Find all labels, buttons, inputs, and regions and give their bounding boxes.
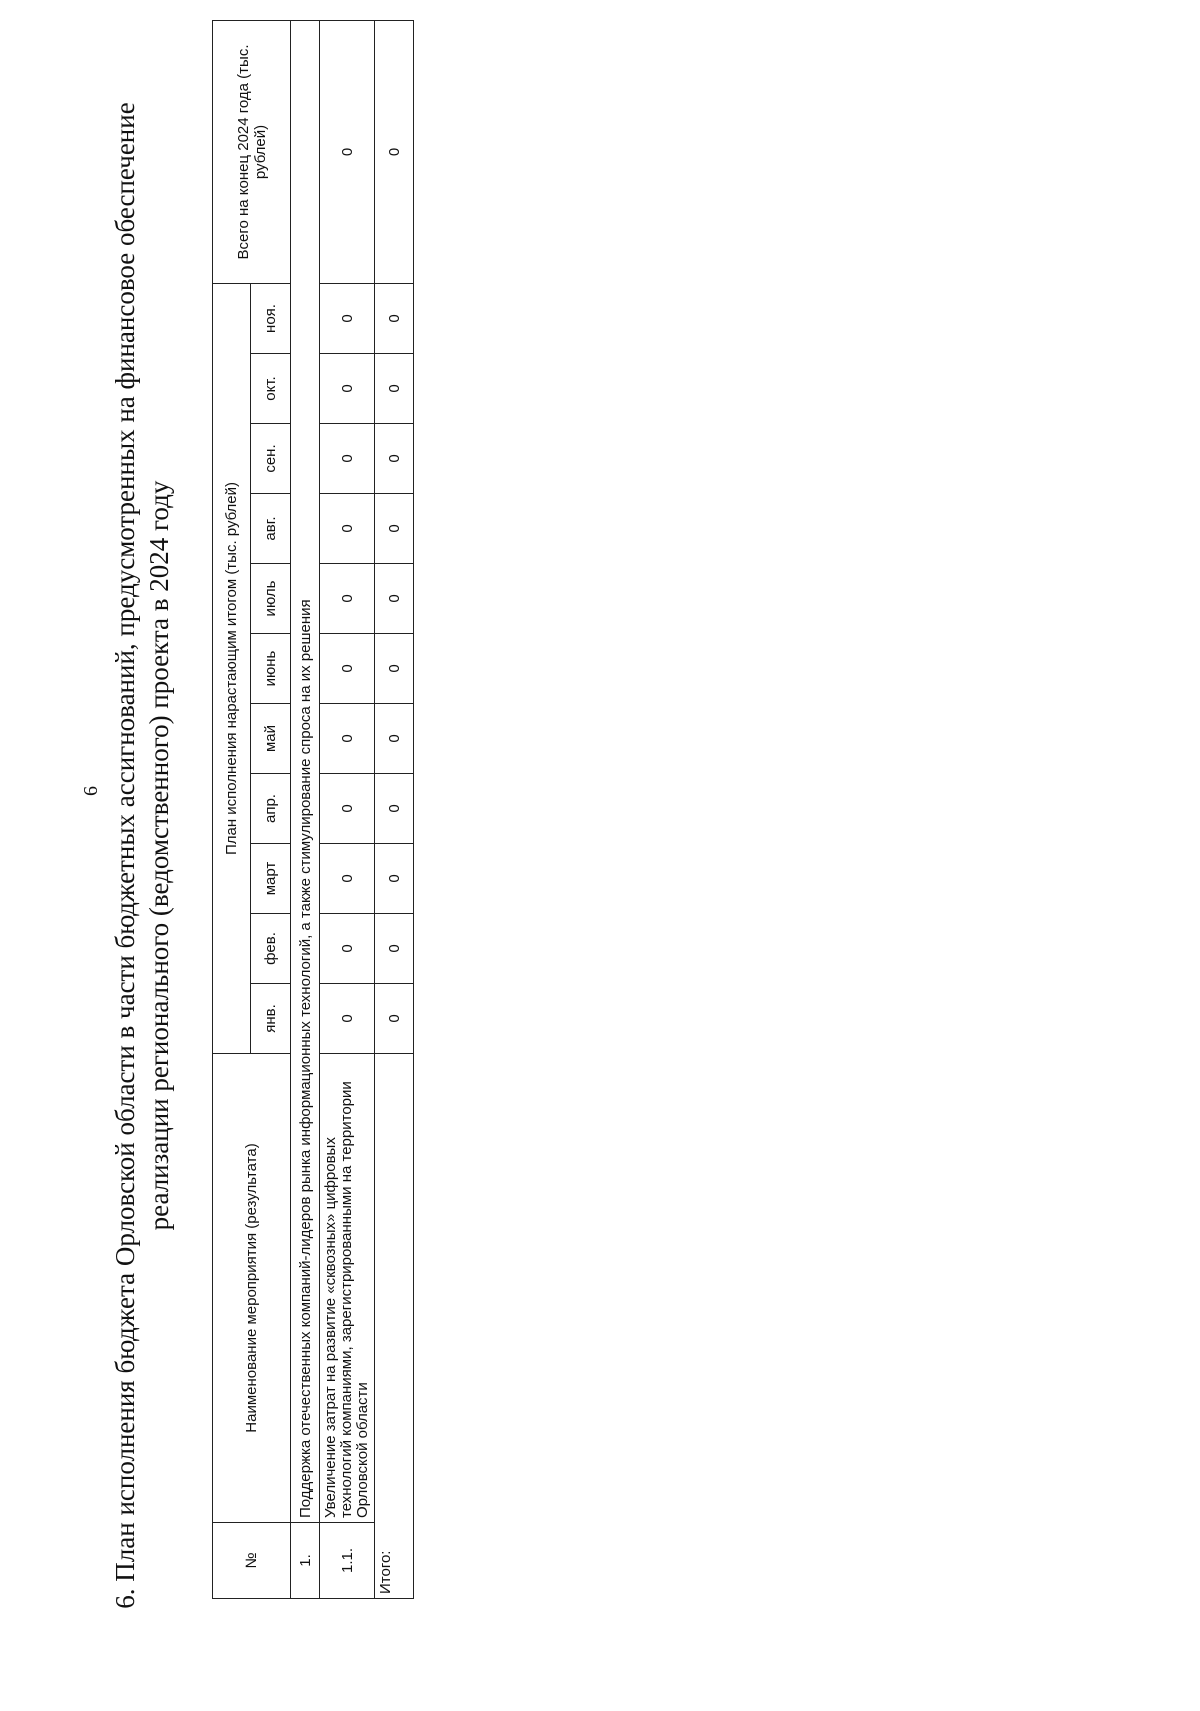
month-header: апр. — [251, 774, 291, 844]
month-value: 0 — [320, 984, 375, 1054]
total-month-value: 0 — [375, 984, 414, 1054]
budget-plan-table — [212, 20, 414, 1599]
header-activity-name: Наименование мероприятия (результата) — [213, 1054, 291, 1523]
section-title: Поддержка отечественных компаний-лидеров рынка информационных технологий, а также стимулирование спроса на их решения — [291, 21, 320, 1523]
month-header: июль — [251, 564, 291, 634]
row-total: 0 — [320, 21, 375, 284]
total-row — [375, 21, 414, 1599]
page-number: 6 — [80, 786, 102, 796]
month-value: 0 — [320, 354, 375, 424]
month-header: март — [251, 844, 291, 914]
total-month-value: 0 — [375, 424, 414, 494]
month-value: 0 — [320, 844, 375, 914]
grand-total: 0 — [375, 21, 414, 284]
document-title — [108, 0, 176, 1711]
month-value: 0 — [320, 704, 375, 774]
title-line-2: реализации регионального (ведомственного) проекта в 2024 году — [144, 480, 174, 1231]
activity-name: Увеличение затрат на развитие «сквозных» цифровых технологий компаниями, зарегистрированными на территории Орловской области — [320, 1054, 375, 1523]
month-header: май — [251, 704, 291, 774]
month-value: 0 — [320, 494, 375, 564]
month-header: фев. — [251, 914, 291, 984]
month-value: 0 — [320, 914, 375, 984]
month-value: 0 — [320, 774, 375, 844]
month-header: окт. — [251, 354, 291, 424]
total-month-value: 0 — [375, 284, 414, 354]
month-value: 0 — [320, 424, 375, 494]
header-plan: План исполнения нарастающим итогом (тыс. рублей) — [213, 284, 251, 1054]
month-value: 0 — [320, 284, 375, 354]
total-month-value: 0 — [375, 494, 414, 564]
total-month-value: 0 — [375, 774, 414, 844]
total-month-value: 0 — [375, 354, 414, 424]
table-row — [320, 21, 375, 1599]
total-month-value: 0 — [375, 634, 414, 704]
month-value: 0 — [320, 634, 375, 704]
title-line-1: 6. План исполнения бюджета Орловской области в части бюджетных ассигнований, предусмотренных на финансовое обеспечение — [110, 102, 140, 1609]
header-total: Всего на конец 2024 года (тыс. рублей) — [213, 21, 291, 284]
row-number: 1.1. — [320, 1523, 375, 1599]
total-month-value: 0 — [375, 564, 414, 634]
total-month-value: 0 — [375, 704, 414, 774]
total-month-value: 0 — [375, 844, 414, 914]
month-header: авг. — [251, 494, 291, 564]
month-value: 0 — [320, 564, 375, 634]
month-header: сен. — [251, 424, 291, 494]
month-header: ноя. — [251, 284, 291, 354]
month-header: янв. — [251, 984, 291, 1054]
month-header: июнь — [251, 634, 291, 704]
section-number: 1. — [291, 1523, 320, 1599]
header-number: № — [213, 1523, 291, 1599]
section-row — [291, 21, 320, 1599]
total-month-value: 0 — [375, 914, 414, 984]
total-label: Итого: — [375, 1054, 414, 1599]
